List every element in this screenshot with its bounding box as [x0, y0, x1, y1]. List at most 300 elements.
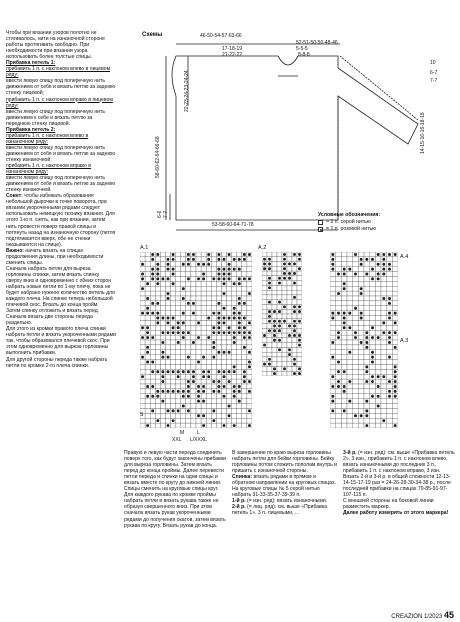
paragraph	[6, 145, 116, 163]
grid-cell	[247, 399, 252, 404]
grid-cell	[292, 276, 297, 281]
grid-cell	[375, 320, 381, 325]
grid-cell	[221, 404, 226, 409]
grid-cell	[150, 325, 155, 330]
paragraph-text: прибавить 1 п. с наклоном вправо в лицевом ряду:	[6, 96, 113, 109]
pink-stitch-mark	[238, 326, 241, 329]
pink-stitch-mark	[161, 375, 164, 378]
pink-stitch-mark	[161, 356, 164, 359]
grid-cell	[165, 360, 170, 365]
grid-cell	[381, 316, 387, 321]
pink-stitch-mark	[172, 409, 175, 412]
pink-stitch-mark	[151, 253, 154, 256]
pink-stitch-mark	[187, 390, 190, 393]
pink-stitch-mark	[337, 292, 340, 295]
grid-cell	[196, 364, 201, 369]
grid-cell	[227, 418, 232, 423]
grid-cell	[237, 350, 242, 355]
grid-cell	[353, 320, 359, 325]
grid-cell	[181, 355, 186, 360]
grid-cell	[227, 355, 232, 360]
grid-cell	[381, 291, 387, 296]
pink-stitch-mark	[233, 268, 236, 271]
pink-stitch-mark	[161, 351, 164, 354]
grid-cell	[206, 408, 211, 413]
pink-stitch-mark	[223, 277, 226, 280]
pink-stitch-mark	[228, 273, 231, 276]
grid-cell	[242, 320, 247, 325]
grid-cell	[191, 281, 196, 286]
grid-cell	[336, 286, 342, 291]
grid-cell	[336, 320, 342, 325]
grid-cell	[242, 404, 247, 409]
grid-cell	[206, 364, 211, 369]
pink-stitch-mark	[202, 424, 205, 427]
pink-stitch-mark	[331, 395, 334, 398]
grid-cell	[358, 345, 364, 350]
pink-stitch-mark	[233, 336, 236, 339]
pink-stitch-mark	[177, 375, 180, 378]
pink-stitch-mark	[331, 385, 334, 388]
grid-cell	[364, 320, 370, 325]
pink-stitch-mark	[388, 302, 391, 305]
paragraph-text: Затем спинку отложить и вязать перед.	[6, 308, 100, 315]
grid-cell	[353, 408, 359, 413]
paragraph	[6, 193, 116, 247]
grid-cell	[247, 306, 252, 311]
pink-stitch-mark	[360, 341, 363, 344]
grid-cell	[392, 286, 398, 291]
paragraph-text: Спинка:	[232, 474, 253, 481]
grid-cell	[370, 364, 376, 369]
grid-cell	[336, 374, 342, 379]
paragraph	[6, 78, 116, 96]
grid-cell	[145, 399, 150, 404]
instructions-far-column	[343, 450, 455, 517]
pink-stitch-mark	[187, 263, 190, 266]
pink-stitch-mark	[172, 253, 175, 256]
pink-stitch-mark	[377, 375, 380, 378]
page-footer	[391, 610, 454, 620]
pink-stitch-mark	[182, 263, 185, 266]
grid-cell	[347, 384, 353, 389]
pink-stitch-mark	[141, 277, 144, 280]
pink-stitch-mark	[394, 375, 397, 378]
pink-stitch-mark	[283, 272, 286, 275]
grid-cell	[370, 252, 376, 257]
pink-stitch-mark	[223, 273, 226, 276]
pink-stitch-mark	[172, 282, 175, 285]
grid-cell	[353, 384, 359, 389]
grid-cell	[353, 360, 359, 365]
pink-stitch-mark	[293, 358, 296, 361]
neck-width-label-2: 21-22-22	[222, 52, 243, 58]
grid-cell	[387, 360, 393, 365]
grid-cell	[176, 252, 181, 257]
grid-cell	[181, 272, 186, 277]
grid-cell	[160, 360, 165, 365]
grid-cell	[160, 291, 165, 296]
grid-cell	[247, 355, 252, 360]
grid-cell	[140, 257, 145, 262]
pink-stitch-mark	[151, 258, 154, 261]
grid-cell	[186, 296, 191, 301]
grid-cell	[358, 423, 364, 428]
grid-cell	[145, 369, 150, 374]
pink-stitch-mark	[182, 395, 185, 398]
pink-stitch-mark	[197, 385, 200, 388]
pink-stitch-mark	[298, 372, 301, 375]
grid-cell	[160, 345, 165, 350]
grid-cell	[330, 286, 336, 291]
pink-stitch-mark	[283, 262, 286, 265]
grid-cell	[191, 418, 196, 423]
grid-cell	[375, 281, 381, 286]
grid-cell	[186, 311, 191, 316]
grid-cell	[262, 319, 267, 324]
grid-cell	[358, 374, 364, 379]
grid-cell	[330, 369, 336, 374]
grid-cell	[171, 364, 176, 369]
sleeve-side-label: 14-15-16-16-18-18	[420, 112, 426, 154]
pink-stitch-mark	[228, 331, 231, 334]
pink-stitch-mark	[212, 380, 215, 383]
grid-cell	[277, 366, 282, 371]
grid-cell	[221, 345, 226, 350]
grid-cell	[186, 291, 191, 296]
pink-stitch-mark	[197, 395, 200, 398]
pink-stitch-mark	[298, 253, 301, 256]
grid-cell	[196, 316, 201, 321]
grid-cell	[341, 404, 347, 409]
grid-cell	[196, 325, 201, 330]
grid-cell	[353, 286, 359, 291]
grid-cell	[381, 423, 387, 428]
pink-stitch-mark	[233, 395, 236, 398]
pink-stitch-mark	[207, 370, 210, 373]
grid-cell	[196, 291, 201, 296]
grid-cell	[160, 301, 165, 306]
grid-cell	[282, 343, 287, 348]
grid-cell	[353, 364, 359, 369]
grid-cell	[277, 285, 282, 290]
pink-stitch-mark	[388, 331, 391, 334]
grid-cell	[347, 360, 353, 365]
pink-stitch-mark	[377, 336, 380, 339]
grid-cell	[387, 413, 393, 418]
grid-cell	[211, 306, 216, 311]
grid-cell	[387, 276, 393, 281]
grid-cell	[287, 343, 292, 348]
grid-cell	[160, 418, 165, 423]
grid-cell	[196, 374, 201, 379]
grid-cell	[160, 364, 165, 369]
grid-cell	[297, 262, 302, 267]
grid-cell	[181, 379, 186, 384]
grid-cell	[171, 301, 176, 306]
grid-cell	[341, 340, 347, 345]
grid-cell	[347, 316, 353, 321]
grid-cell	[232, 360, 237, 365]
pink-stitch-mark	[233, 317, 236, 320]
grid-cell	[247, 325, 252, 330]
grid-cell	[216, 394, 221, 399]
grid-cell	[196, 301, 201, 306]
grid-cell	[201, 350, 206, 355]
grid-cell	[247, 311, 252, 316]
pink-stitch-mark	[167, 409, 170, 412]
grid-cell	[176, 360, 181, 365]
pink-stitch-mark	[394, 321, 397, 324]
grid-cell	[211, 384, 216, 389]
grid-cell	[267, 271, 272, 276]
grid-cell	[211, 364, 216, 369]
grid-cell	[145, 291, 150, 296]
pink-stitch-mark	[167, 390, 170, 393]
grid-cell	[375, 316, 381, 321]
grid-cell	[364, 291, 370, 296]
pink-stitch-mark	[331, 356, 334, 359]
grid-cell	[392, 325, 398, 330]
paragraph-text: 3-й р.	[343, 450, 357, 456]
grid-cell	[364, 418, 370, 423]
pink-stitch-mark	[202, 400, 205, 403]
pink-stitch-mark	[331, 312, 334, 315]
pink-stitch-mark	[394, 312, 397, 315]
paragraph	[343, 450, 455, 498]
grid-cell	[165, 252, 170, 257]
pink-stitch-mark	[151, 268, 154, 271]
grid-cell	[227, 364, 232, 369]
grid-cell	[336, 296, 342, 301]
pink-stitch-mark	[197, 263, 200, 266]
grid-cell	[206, 399, 211, 404]
pink-stitch-mark	[354, 307, 357, 310]
pink-stitch-mark	[243, 370, 246, 373]
pink-stitch-mark	[217, 317, 220, 320]
grid-cell	[201, 311, 206, 316]
grid-cell	[336, 257, 342, 262]
grid-cell	[341, 350, 347, 355]
grid-cell	[186, 335, 191, 340]
magazine-name: CREAZION 1/2023	[391, 614, 443, 620]
grid-cell	[216, 355, 221, 360]
pink-stitch-mark	[212, 331, 215, 334]
grid-cell	[140, 306, 145, 311]
grid-cell	[186, 286, 191, 291]
grid-cell	[237, 345, 242, 350]
grid-cell	[364, 296, 370, 301]
grid-cell	[330, 364, 336, 369]
grid-cell	[392, 306, 398, 311]
pink-stitch-mark	[223, 282, 226, 285]
paragraph-text: 1-й р.	[232, 498, 246, 505]
grid-cell	[370, 408, 376, 413]
grid-cell	[364, 374, 370, 379]
pink-stitch-mark	[382, 258, 385, 261]
grid-cell	[140, 316, 145, 321]
grid-cell	[381, 404, 387, 409]
pink-stitch-mark	[371, 395, 374, 398]
grid-cell	[262, 357, 267, 362]
grid-cell	[375, 399, 381, 404]
pink-stitch-mark	[382, 263, 385, 266]
pink-stitch-mark	[212, 409, 215, 412]
grid-cell	[364, 267, 370, 272]
grid-cell	[336, 306, 342, 311]
pink-stitch-mark	[238, 385, 241, 388]
pink-stitch-mark	[388, 263, 391, 266]
grid-cell	[237, 340, 242, 345]
grid-cell	[176, 418, 181, 423]
grid-cell	[232, 301, 237, 306]
grid-cell	[206, 267, 211, 272]
grid-cell	[262, 328, 267, 333]
grid-cell	[347, 320, 353, 325]
grid-cell	[347, 345, 353, 350]
grid-cell	[232, 355, 237, 360]
grid-cell	[358, 355, 364, 360]
grid-cell	[176, 286, 181, 291]
pink-stitch-mark	[343, 385, 346, 388]
grid-cell	[297, 290, 302, 295]
pink-stitch-mark	[283, 367, 286, 370]
grid-cell	[353, 418, 359, 423]
pink-stitch-mark	[212, 277, 215, 280]
grid-cell	[196, 404, 201, 409]
grid-cell	[347, 423, 353, 428]
grid-cell	[247, 413, 252, 418]
grid-cell	[237, 374, 242, 379]
grid-cell	[206, 301, 211, 306]
pink-stitch-mark	[283, 253, 286, 256]
grid-cell	[330, 423, 336, 428]
pink-stitch-mark	[394, 380, 397, 383]
pink-stitch-mark	[365, 424, 368, 427]
grid-cell	[242, 355, 247, 360]
grid-cell	[353, 404, 359, 409]
grid-cell	[272, 362, 277, 367]
grid-cell	[171, 423, 176, 428]
grid-cell	[221, 360, 226, 365]
grid-cell	[211, 413, 216, 418]
pink-stitch-mark	[151, 273, 154, 276]
grid-cell	[176, 413, 181, 418]
grid-cell	[206, 306, 211, 311]
grid-cell	[211, 281, 216, 286]
grid-cell	[375, 306, 381, 311]
pink-stitch-mark	[337, 312, 340, 315]
pink-stitch-mark	[212, 326, 215, 329]
pink-stitch-mark	[388, 268, 391, 271]
pink-stitch-mark	[298, 334, 301, 337]
grid-cell	[341, 423, 347, 428]
grid-cell	[216, 281, 221, 286]
grid-cell	[370, 384, 376, 389]
pink-stitch-mark	[293, 372, 296, 375]
grid-cell	[181, 257, 186, 262]
grid-cell	[155, 408, 160, 413]
pink-stitch-mark	[192, 380, 195, 383]
grid-cell	[155, 355, 160, 360]
grid-cell	[206, 418, 211, 423]
grid-cell	[392, 360, 398, 365]
grid-cell	[381, 355, 387, 360]
grid-cell	[201, 325, 206, 330]
grid-cell	[165, 399, 170, 404]
grid-cell	[201, 330, 206, 335]
grid-cell	[237, 404, 242, 409]
grid-cell	[262, 338, 267, 343]
pink-stitch-mark	[217, 326, 220, 329]
grid-cell	[160, 404, 165, 409]
grid-cell	[150, 389, 155, 394]
grid-cell	[191, 408, 196, 413]
grid-cell	[237, 286, 242, 291]
pink-stitch-mark	[167, 263, 170, 266]
grid-cell	[262, 252, 267, 257]
paragraph-rest: (= лиц. ряд): см. выше «Прибавка петель 1». 3 п. лицевыми, ...	[232, 504, 327, 517]
grid-cell	[353, 399, 359, 404]
pink-stitch-mark	[348, 312, 351, 315]
grid-cell	[221, 413, 226, 418]
pink-stitch-mark	[337, 331, 340, 334]
grid-cell	[330, 276, 336, 281]
pink-stitch-mark	[151, 302, 154, 305]
pink-stitch-mark	[228, 317, 231, 320]
pink-stitch-mark	[388, 356, 391, 359]
grid-cell	[227, 320, 232, 325]
grid-cell	[221, 389, 226, 394]
grid-cell	[196, 418, 201, 423]
grid-cell	[381, 394, 387, 399]
grid-cell	[353, 316, 359, 321]
pink-stitch-mark	[248, 351, 251, 354]
pink-stitch-mark	[146, 385, 149, 388]
grid-cell	[381, 408, 387, 413]
paragraph-text: Сначала вязать две стороны переда раздельно.	[6, 314, 93, 327]
pink-stitch-mark	[182, 405, 185, 408]
grid-cell	[375, 350, 381, 355]
pink-stitch-mark	[156, 370, 159, 373]
pink-stitch-mark	[146, 336, 149, 339]
grid-cell	[272, 271, 277, 276]
grid-cell	[375, 325, 381, 330]
size-s-label: S	[140, 412, 144, 418]
pink-stitch-mark	[156, 277, 159, 280]
grid-cell	[336, 281, 342, 286]
pink-stitch-mark	[365, 414, 368, 417]
grid-cell	[176, 399, 181, 404]
grid-cell	[232, 252, 237, 257]
pink-stitch-mark	[377, 273, 380, 276]
grid-cell	[211, 335, 216, 340]
grid-cell	[242, 272, 247, 277]
pink-stitch-mark	[354, 273, 357, 276]
grid-cell	[237, 262, 242, 267]
pink-stitch-swatch	[318, 227, 323, 232]
pink-stitch-mark	[161, 277, 164, 280]
grid-cell	[191, 276, 196, 281]
pink-stitch-mark	[298, 339, 301, 342]
pink-stitch-mark	[268, 262, 271, 265]
sleeve-cuff-label-1: 10	[430, 60, 436, 66]
grid-cell	[227, 291, 232, 296]
grid-cell	[201, 296, 206, 301]
pink-stitch-mark	[268, 320, 271, 323]
grid-cell	[196, 267, 201, 272]
grid-cell	[155, 335, 160, 340]
